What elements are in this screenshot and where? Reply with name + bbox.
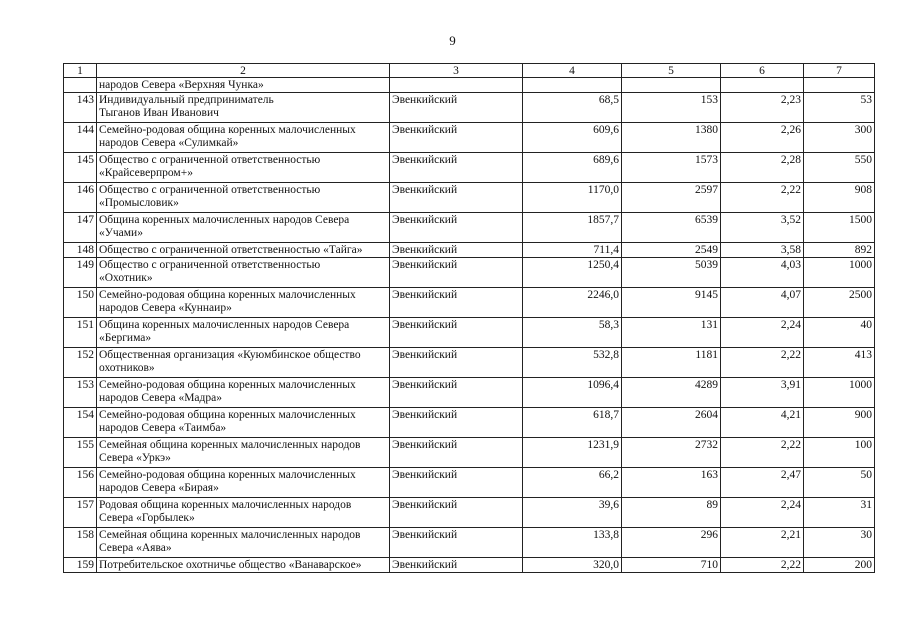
- row-group: Эвенкийский: [390, 93, 523, 123]
- row-name-line: Община коренных малочисленных народов Севера: [99, 214, 350, 226]
- header-col-3: 3: [390, 64, 523, 78]
- row-col-6: 2,26: [721, 123, 804, 153]
- row-name-line: Община коренных малочисленных народов Севера: [99, 319, 350, 331]
- continuation-index: [64, 78, 97, 93]
- row-col-5: 131: [622, 318, 721, 348]
- row-col-4: 1170,0: [523, 183, 622, 213]
- row-group: Эвенкийский: [390, 213, 523, 243]
- row-name: [97, 183, 390, 213]
- row-name-line: Индивидуальный предприниматель: [99, 94, 274, 106]
- row-group: Эвенкийский: [390, 498, 523, 528]
- row-col-5: 2732: [622, 438, 721, 468]
- row-group: Эвенкийский: [390, 348, 523, 378]
- row-name-line: Семейная община коренных малочисленных народов: [99, 439, 361, 451]
- row-col-6: 2,22: [721, 438, 804, 468]
- table-row: [64, 318, 875, 348]
- header-col-2: 2: [97, 64, 390, 78]
- row-col-5: 1380: [622, 123, 721, 153]
- row-col-5: 153: [622, 93, 721, 123]
- row-col-5: 89: [622, 498, 721, 528]
- row-name-line: Семейно-родовая община коренных малочисленных: [99, 409, 356, 421]
- row-col-5: 4289: [622, 378, 721, 408]
- row-col-7: 908: [804, 183, 875, 213]
- row-name: [97, 468, 390, 498]
- table-row: [64, 528, 875, 558]
- row-number: 149: [64, 258, 97, 288]
- row-name-line: Общество с ограниченной ответственностью: [99, 259, 321, 271]
- row-col-7: 53: [804, 93, 875, 123]
- row-col-5: 2604: [622, 408, 721, 438]
- row-col-6: 2,28: [721, 153, 804, 183]
- row-col-5: 2549: [622, 243, 721, 258]
- row-col-4: 58,3: [523, 318, 622, 348]
- row-col-4: 1096,4: [523, 378, 622, 408]
- row-col-6: 3,91: [721, 378, 804, 408]
- row-group: Эвенкийский: [390, 243, 523, 258]
- row-col-7: 1000: [804, 258, 875, 288]
- row-number: 144: [64, 123, 97, 153]
- registry-table: [63, 63, 875, 573]
- row-group: Эвенкийский: [390, 408, 523, 438]
- row-name: [97, 378, 390, 408]
- row-name: [97, 318, 390, 348]
- row-name: [97, 558, 390, 573]
- row-group: Эвенкийский: [390, 438, 523, 468]
- table-row: [64, 288, 875, 318]
- row-name-line: Севера «Уркэ»: [99, 452, 171, 464]
- header-col-5: 5: [622, 64, 721, 78]
- row-name-line: «Бергима»: [99, 332, 152, 344]
- row-col-4: 1857,7: [523, 213, 622, 243]
- row-col-5: 1573: [622, 153, 721, 183]
- row-name: [97, 288, 390, 318]
- row-col-7: 31: [804, 498, 875, 528]
- table-row: [64, 378, 875, 408]
- row-number: 158: [64, 528, 97, 558]
- row-number: 146: [64, 183, 97, 213]
- table-row: [64, 243, 875, 258]
- table-row: [64, 468, 875, 498]
- row-name-line: народов Севера «Куннаир»: [99, 302, 232, 314]
- row-col-4: 711,4: [523, 243, 622, 258]
- table-row: [64, 408, 875, 438]
- table-row: [64, 438, 875, 468]
- row-col-5: 296: [622, 528, 721, 558]
- row-name-line: Севера «Аява»: [99, 542, 172, 554]
- row-number: 152: [64, 348, 97, 378]
- table-row: [64, 498, 875, 528]
- row-group: Эвенкийский: [390, 183, 523, 213]
- row-name-line: «Промысловик»: [99, 197, 179, 209]
- row-name-line: народов Севера «Бирая»: [99, 482, 219, 494]
- row-col-4: 1231,9: [523, 438, 622, 468]
- row-col-7: 1000: [804, 378, 875, 408]
- row-col-4: 39,6: [523, 498, 622, 528]
- row-group: Эвенкийский: [390, 123, 523, 153]
- row-col-7: 892: [804, 243, 875, 258]
- row-col-7: 50: [804, 468, 875, 498]
- row-col-7: 30: [804, 528, 875, 558]
- row-col-4: 689,6: [523, 153, 622, 183]
- row-number: 147: [64, 213, 97, 243]
- row-col-4: 66,2: [523, 468, 622, 498]
- row-group: Эвенкийский: [390, 258, 523, 288]
- header-col-1: 1: [64, 64, 97, 78]
- row-col-5: 710: [622, 558, 721, 573]
- row-col-7: 100: [804, 438, 875, 468]
- row-col-6: 3,58: [721, 243, 804, 258]
- row-col-4: 133,8: [523, 528, 622, 558]
- row-name-line: Семейно-родовая община коренных малочисленных: [99, 379, 356, 391]
- row-group: Эвенкийский: [390, 318, 523, 348]
- row-col-5: 6539: [622, 213, 721, 243]
- continuation-text: народов Севера «Верхняя Чунка»: [97, 78, 390, 93]
- row-col-7: 300: [804, 123, 875, 153]
- table-row: [64, 558, 875, 573]
- table-row: [64, 183, 875, 213]
- row-number: 155: [64, 438, 97, 468]
- header-row: [64, 64, 875, 78]
- row-col-7: 550: [804, 153, 875, 183]
- row-col-5: 1181: [622, 348, 721, 378]
- row-name-line: Севера «Горбылек»: [99, 512, 195, 524]
- row-col-4: 68,5: [523, 93, 622, 123]
- row-number: 143: [64, 93, 97, 123]
- row-name-line: народов Севера «Таимба»: [99, 422, 227, 434]
- row-name: [97, 408, 390, 438]
- row-name-line: Семейная община коренных малочисленных народов: [99, 529, 361, 541]
- row-group: Эвенкийский: [390, 288, 523, 318]
- row-col-7: 900: [804, 408, 875, 438]
- row-col-6: 4,03: [721, 258, 804, 288]
- row-name: [97, 528, 390, 558]
- registry-table-body: [64, 64, 875, 573]
- row-name: [97, 438, 390, 468]
- table-row: [64, 123, 875, 153]
- row-name-line: «Охотник»: [99, 272, 153, 284]
- table-row: [64, 258, 875, 288]
- table-row: [64, 93, 875, 123]
- table-row: [64, 213, 875, 243]
- row-name-line: «Крайсеверпром+»: [99, 167, 193, 179]
- row-col-4: 532,8: [523, 348, 622, 378]
- header-col-4: 4: [523, 64, 622, 78]
- row-number: 157: [64, 498, 97, 528]
- header-col-6: 6: [721, 64, 804, 78]
- row-col-6: 2,24: [721, 318, 804, 348]
- row-group: Эвенкийский: [390, 558, 523, 573]
- row-group: Эвенкийский: [390, 153, 523, 183]
- row-name-line: Семейно-родовая община коренных малочисленных: [99, 469, 356, 481]
- row-col-4: 618,7: [523, 408, 622, 438]
- continuation-empty-6: [721, 78, 804, 93]
- row-number: 145: [64, 153, 97, 183]
- row-col-7: 2500: [804, 288, 875, 318]
- row-col-6: 2,47: [721, 468, 804, 498]
- header-col-7: 7: [804, 64, 875, 78]
- row-number: 153: [64, 378, 97, 408]
- row-group: Эвенкийский: [390, 468, 523, 498]
- row-name: [97, 258, 390, 288]
- row-name: [97, 348, 390, 378]
- row-name-line: Потребительское охотничье общество «Ванаварское»: [99, 559, 362, 571]
- row-name-line: Общество с ограниченной ответственностью «Тайга»: [99, 244, 363, 256]
- row-col-6: 4,07: [721, 288, 804, 318]
- row-name-line: Общество с ограниченной ответственностью: [99, 154, 321, 166]
- continuation-empty-3: [390, 78, 523, 93]
- row-name-line: Семейно-родовая община коренных малочисленных: [99, 289, 356, 301]
- row-name-line: «Учами»: [99, 227, 143, 239]
- row-col-6: 2,21: [721, 528, 804, 558]
- row-number: 159: [64, 558, 97, 573]
- row-name-line: Общество с ограниченной ответственностью: [99, 184, 321, 196]
- row-col-4: 609,6: [523, 123, 622, 153]
- row-number: 154: [64, 408, 97, 438]
- row-name: [97, 153, 390, 183]
- row-col-4: 1250,4: [523, 258, 622, 288]
- row-name: [97, 213, 390, 243]
- row-name-line: народов Севера «Сулимкай»: [99, 137, 239, 149]
- row-name: [97, 243, 390, 258]
- row-number: 150: [64, 288, 97, 318]
- row-name: [97, 498, 390, 528]
- row-col-7: 1500: [804, 213, 875, 243]
- row-number: 156: [64, 468, 97, 498]
- row-group: Эвенкийский: [390, 378, 523, 408]
- row-col-5: 9145: [622, 288, 721, 318]
- row-col-6: 2,22: [721, 348, 804, 378]
- table-row: [64, 153, 875, 183]
- row-name: [97, 93, 390, 123]
- row-col-7: 413: [804, 348, 875, 378]
- row-col-6: 4,21: [721, 408, 804, 438]
- row-name: [97, 123, 390, 153]
- row-name-line: Общественная организация «Куюмбинское общество: [99, 349, 361, 361]
- row-col-5: 5039: [622, 258, 721, 288]
- row-name-line: народов Севера «Мадра»: [99, 392, 222, 404]
- continuation-empty-7: [804, 78, 875, 93]
- row-col-6: 2,22: [721, 558, 804, 573]
- row-name-line: охотников»: [99, 362, 155, 374]
- row-col-4: 320,0: [523, 558, 622, 573]
- row-col-7: 200: [804, 558, 875, 573]
- continuation-empty-4: [523, 78, 622, 93]
- row-col-4: 2246,0: [523, 288, 622, 318]
- row-group: Эвенкийский: [390, 528, 523, 558]
- row-number: 151: [64, 318, 97, 348]
- row-col-5: 163: [622, 468, 721, 498]
- row-col-6: 2,24: [721, 498, 804, 528]
- row-col-6: 2,23: [721, 93, 804, 123]
- row-name-line: Родовая община коренных малочисленных народов: [99, 499, 352, 511]
- row-col-7: 40: [804, 318, 875, 348]
- row-col-5: 2597: [622, 183, 721, 213]
- continuation-empty-5: [622, 78, 721, 93]
- row-number: 148: [64, 243, 97, 258]
- row-name-line: Тыганов Иван Иванович: [99, 107, 219, 119]
- table-row: [64, 348, 875, 378]
- continuation-row: [64, 78, 875, 93]
- row-col-6: 3,52: [721, 213, 804, 243]
- page-number: 9: [449, 33, 456, 48]
- row-name-line: Семейно-родовая община коренных малочисленных: [99, 124, 356, 136]
- row-col-6: 2,22: [721, 183, 804, 213]
